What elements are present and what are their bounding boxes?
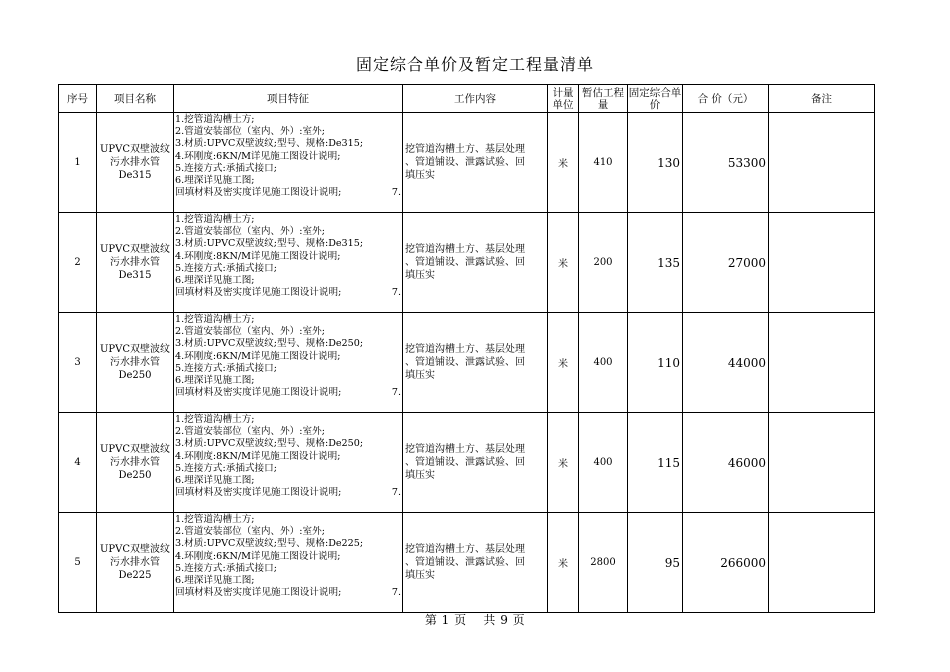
table-row	[59, 513, 875, 613]
feature-line: 1.挖管道沟槽土方;	[175, 414, 255, 425]
header-total: 合 价（元）	[683, 85, 769, 113]
work-line: 、管道铺设、泄露试验、回	[405, 157, 525, 168]
feature-line: 1.挖管道沟槽土方;	[175, 214, 255, 225]
feature-tail: 7.	[391, 487, 401, 498]
feature-tail: 7.	[391, 287, 401, 298]
feature-line: 5.连接方式:承插式接口;	[175, 262, 277, 274]
row-unit: 米	[548, 313, 579, 413]
row-name-line: UPVC双壁波纹	[99, 144, 171, 155]
header-qty: 暂估工程量	[579, 85, 628, 113]
row-qty: 200	[579, 213, 628, 313]
feature-line: 回填材料及密实度详见施工图设计说明;	[175, 487, 342, 499]
feature-lines	[175, 414, 400, 499]
row-qty: 400	[579, 413, 628, 513]
page-footer: 第 1 页 共 9 页	[424, 613, 526, 627]
row-name-line: De250	[118, 470, 152, 481]
row-remark	[769, 413, 875, 513]
feature-line: 4.环刚度:8KN/M详见施工图设计说明;	[175, 250, 341, 262]
row-total: 46000	[683, 413, 769, 513]
row-unit: 米	[548, 113, 579, 213]
work-line: 挖管道沟槽土方、基层处理	[405, 344, 525, 355]
row-name	[97, 313, 174, 413]
work-line: 、管道铺设、泄露试验、回	[405, 357, 525, 368]
feature-line: 3.材质:UPVC双壁波纹;型号、规格:De315;	[175, 138, 364, 150]
row-features	[174, 113, 403, 213]
feature-line: 2.管道安装部位（室内、外）:室外;	[175, 326, 325, 338]
feature-line: 2.管道安装部位（室内、外）:室外;	[175, 526, 325, 538]
row-price: 110	[628, 313, 683, 413]
feature-line: 回填材料及密实度详见施工图设计说明;	[175, 387, 342, 399]
row-work	[403, 113, 548, 213]
feature-line: 1.挖管道沟槽土方;	[175, 114, 255, 125]
work-line: 填压实	[405, 170, 435, 181]
row-price: 115	[628, 413, 683, 513]
header-row	[59, 85, 875, 113]
feature-line: 2.管道安装部位（室内、外）:室外;	[175, 226, 325, 238]
row-features	[174, 513, 403, 613]
row-features	[174, 413, 403, 513]
row-name-line: 污水排水管	[110, 457, 160, 468]
row-name-line: 污水排水管	[110, 557, 160, 568]
feature-line: 回填材料及密实度详见施工图设计说明;	[175, 187, 342, 199]
feature-line: 4.环刚度:6KN/M详见施工图设计说明;	[175, 550, 341, 562]
feature-line: 3.材质:UPVC双壁波纹;型号、规格:De250;	[175, 438, 364, 450]
row-name	[97, 213, 174, 313]
table-row	[59, 313, 875, 413]
table-row	[59, 213, 875, 313]
header-remark: 备注	[769, 85, 875, 113]
row-remark	[769, 513, 875, 613]
row-seq: 5	[59, 513, 97, 613]
feature-tail: 7.	[391, 387, 401, 398]
row-price: 135	[628, 213, 683, 313]
row-remark	[769, 313, 875, 413]
feature-line: 6.埋深详见施工图;	[175, 375, 255, 387]
work-line: 、管道铺设、泄露试验、回	[405, 557, 525, 568]
work-line: 挖管道沟槽土方、基层处理	[405, 144, 525, 155]
row-work	[403, 213, 548, 313]
row-name-line: UPVC双壁波纹	[99, 244, 171, 255]
work-line: 挖管道沟槽土方、基层处理	[405, 244, 525, 255]
row-name-line: 污水排水管	[110, 357, 160, 368]
row-total: 266000	[683, 513, 769, 613]
row-seq: 2	[59, 213, 97, 313]
feature-tail: 7.	[391, 187, 401, 198]
feature-line: 6.埋深详见施工图;	[175, 475, 255, 487]
row-remark	[769, 113, 875, 213]
feature-line: 4.环刚度:8KN/M详见施工图设计说明;	[175, 450, 341, 462]
row-name-line: 污水排水管	[110, 157, 160, 168]
feature-line: 4.环刚度:6KN/M详见施工图设计说明;	[175, 150, 341, 162]
page-title: 固定综合单价及暂定工程量清单	[355, 55, 594, 74]
row-unit: 米	[548, 513, 579, 613]
row-work	[403, 313, 548, 413]
row-total: 44000	[683, 313, 769, 413]
row-work	[403, 513, 548, 613]
work-line: 、管道铺设、泄露试验、回	[405, 457, 525, 468]
feature-line: 1.挖管道沟槽土方;	[175, 514, 255, 525]
feature-line: 1.挖管道沟槽土方;	[175, 314, 255, 325]
work-line: 填压实	[405, 270, 435, 281]
feature-line: 3.材质:UPVC双壁波纹;型号、规格:De250;	[175, 338, 364, 350]
row-qty: 2800	[579, 513, 628, 613]
table-row	[59, 113, 875, 213]
work-line: 、管道铺设、泄露试验、回	[405, 257, 525, 268]
header-seq: 序号	[59, 85, 97, 113]
row-name-line: UPVC双壁波纹	[99, 544, 171, 555]
header-unit: 计量单位	[548, 85, 579, 113]
work-line: 挖管道沟槽土方、基层处理	[405, 444, 525, 455]
row-name	[97, 513, 174, 613]
feature-line: 6.埋深详见施工图;	[175, 275, 255, 287]
row-name	[97, 113, 174, 213]
row-qty: 410	[579, 113, 628, 213]
header-name: 项目名称	[97, 85, 174, 113]
table-row	[59, 413, 875, 513]
row-name-line: De315	[118, 270, 152, 281]
row-name	[97, 413, 174, 513]
row-price: 95	[628, 513, 683, 613]
row-total: 27000	[683, 213, 769, 313]
row-qty: 400	[579, 313, 628, 413]
work-line: 挖管道沟槽土方、基层处理	[405, 544, 525, 555]
header-price: 固定综合单价	[628, 86, 682, 111]
header-features: 项目特征	[174, 85, 403, 113]
row-work	[403, 413, 548, 513]
row-features	[174, 313, 403, 413]
row-name-line: De225	[118, 570, 152, 581]
feature-line: 6.埋深详见施工图;	[175, 175, 255, 187]
feature-line: 5.连接方式:承插式接口;	[175, 462, 277, 474]
row-name-line: De315	[118, 170, 152, 181]
row-seq: 3	[59, 313, 97, 413]
row-unit: 米	[548, 413, 579, 513]
feature-tail: 7.	[391, 587, 401, 598]
row-seq: 4	[59, 413, 97, 513]
feature-line: 回填材料及密实度详见施工图设计说明;	[175, 287, 342, 299]
feature-lines	[175, 314, 400, 399]
bill-of-quantities-table	[58, 84, 875, 613]
feature-line: 5.连接方式:承插式接口;	[175, 362, 277, 374]
feature-line: 2.管道安装部位（室内、外）:室外;	[175, 426, 325, 438]
row-unit: 米	[548, 213, 579, 313]
feature-line: 6.埋深详见施工图;	[175, 575, 255, 587]
feature-lines	[175, 214, 400, 299]
row-name-line: De250	[118, 370, 152, 381]
feature-line: 5.连接方式:承插式接口;	[175, 162, 277, 174]
row-price: 130	[628, 113, 683, 213]
feature-lines	[175, 114, 400, 199]
feature-line: 2.管道安装部位（室内、外）:室外;	[175, 126, 325, 138]
row-seq: 1	[59, 113, 97, 213]
feature-line: 4.环刚度:6KN/M详见施工图设计说明;	[175, 350, 341, 362]
row-remark	[769, 213, 875, 313]
row-features	[174, 213, 403, 313]
work-line: 填压实	[405, 470, 435, 481]
feature-line: 回填材料及密实度详见施工图设计说明;	[175, 587, 342, 599]
feature-lines	[175, 514, 400, 599]
row-name-line: UPVC双壁波纹	[99, 444, 171, 455]
feature-line: 3.材质:UPVC双壁波纹;型号、规格:De315;	[175, 238, 364, 250]
feature-line: 3.材质:UPVC双壁波纹;型号、规格:De225;	[175, 538, 364, 550]
row-name-line: 污水排水管	[110, 257, 160, 268]
row-name-line: UPVC双壁波纹	[99, 344, 171, 355]
row-total: 53300	[683, 113, 769, 213]
work-line: 填压实	[405, 370, 435, 381]
feature-line: 5.连接方式:承插式接口;	[175, 562, 277, 574]
header-work: 工作内容	[403, 85, 548, 113]
work-line: 填压实	[405, 570, 435, 581]
